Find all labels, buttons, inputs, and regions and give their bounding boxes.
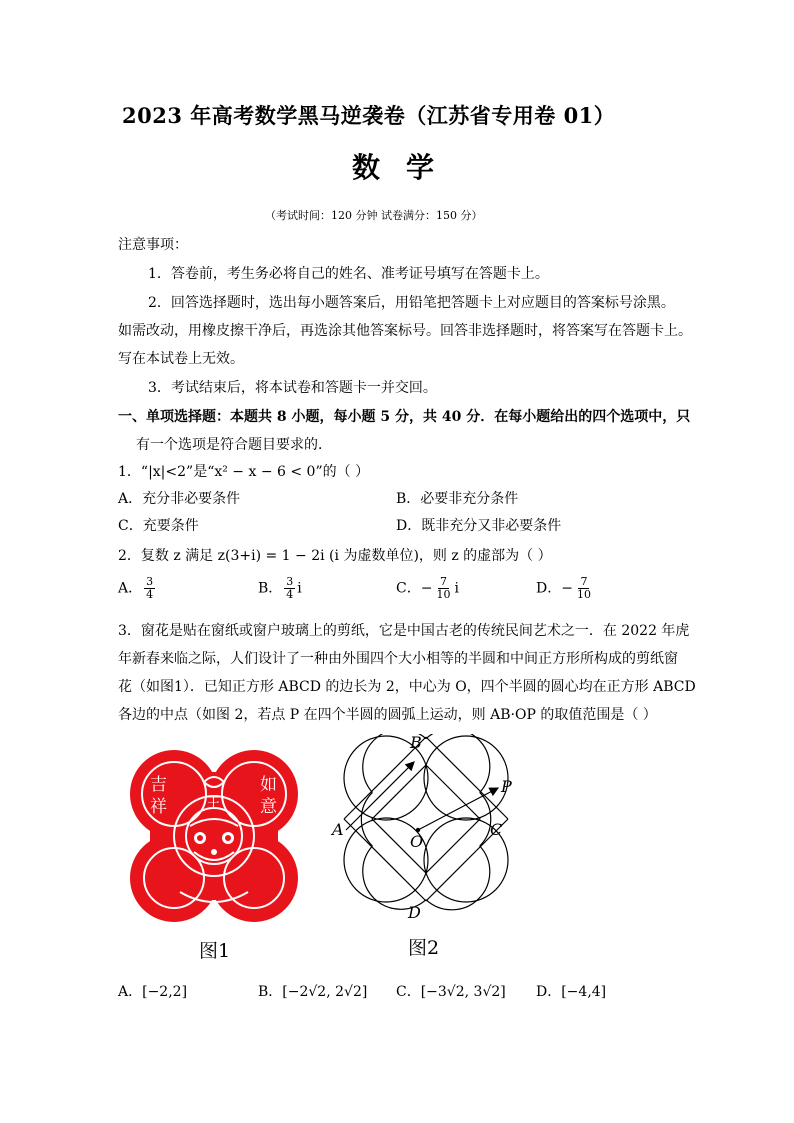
note-item-2-line-3: 写在本试卷上无效。 [118, 351, 244, 367]
minus-sign: − [561, 580, 573, 597]
q3-stem-line-2: 年新春来临之际，人们设计了一种由外围四个大小相等的半圆和中间正方形所构成的剪纸窗 [118, 651, 678, 667]
q1-option-d: D．既非充分又非必要条件 [396, 518, 562, 534]
papercut-char-yi: 意 [260, 797, 277, 817]
q3-stem-line-1: 3．窗花是贴在窗纸或窗户玻璃上的剪纸，它是中国古老的传统民间艺术之一．在 2022 年虎 [118, 623, 690, 639]
q3-option-d: D．[−4,4] [536, 984, 607, 1000]
section-heading-line-2: 有一个选项是符合题目要求的． [136, 437, 332, 453]
q2-option-a [118, 576, 157, 601]
q3-option-c: C．[−3√2, 3√2] [396, 984, 506, 1000]
point-label-c: C [490, 820, 503, 839]
q2-option-a-label: A． [118, 580, 143, 597]
papercut-char-ru: 如 [260, 775, 277, 795]
q2-option-c-fraction [434, 576, 452, 601]
fraction-numerator: 3 [146, 575, 154, 588]
q3-stem-line-3: 花（如图1）．已知正方形 ABCD 的边长为 2，中心为 O，四个半圆的圆心均在正方形 ABCD [118, 679, 696, 695]
q3-option-a: A．[−2,2] [118, 984, 188, 1000]
q1-option-b: B．必要非充分条件 [396, 491, 519, 507]
q3-option-b: B．[−2√2, 2√2] [258, 984, 368, 1000]
figure-1-caption: 图1 [199, 940, 231, 962]
papercut-char-ji: 吉 [150, 775, 167, 795]
fraction-denominator: 10 [576, 588, 591, 601]
note-item-2-line-1: 2．回答选择题时，选出每小题答案后，用铅笔把答题卡上对应题目的答案标号涂黑。 [148, 295, 675, 311]
q2-option-d [536, 576, 595, 601]
notes-heading: 注意事项： [118, 237, 188, 253]
fraction-denominator: 4 [286, 588, 294, 601]
q2-option-c [396, 576, 459, 601]
q3-stem-line-4: 各边的中点（如图 2，若点 P 在四个半圆的圆弧上运动，则 AB·OP 的取值范围是（ ） [118, 707, 657, 723]
note-item-2-line-2: 如需改动，用橡皮擦干净后，再选涂其他答案标号。回答非选择题时，将答案写在答题卡上。 [118, 323, 692, 339]
minus-sign: − [420, 580, 433, 597]
q2-option-c-label: C． [396, 580, 421, 597]
point-label-a: A [332, 820, 344, 839]
imaginary-unit: i [297, 580, 302, 597]
exam-info: （考试时间：120 分钟 试卷满分：150 分） [265, 209, 483, 222]
imaginary-unit: i [454, 580, 459, 597]
q2-option-b [258, 576, 302, 601]
papercut-char-wang: 王 [206, 794, 222, 812]
q1-stem: 1．“|x|<2”是“x² − x − 6 < 0”的（ ） [118, 464, 370, 480]
fraction-denominator: 4 [146, 588, 154, 601]
papercut-char-xiang: 祥 [150, 797, 167, 817]
fraction-denominator: 10 [436, 588, 451, 601]
point-label-b: B [410, 734, 422, 752]
fraction-numerator: 7 [439, 575, 447, 588]
q2-option-d-fraction [575, 576, 593, 601]
point-label-p: P [501, 777, 512, 796]
section-heading-line-1: 一、单项选择题：本题共 8 小题，每小题 5 分，共 40 分．在每小题给出的四个选项中，只 [118, 409, 691, 425]
q2-option-a-fraction [144, 576, 155, 601]
fraction-numerator: 7 [580, 575, 588, 588]
q2-stem: 2．复数 z 满足 z(3+i) = 1 − 2i (i 为虚数单位)，则 z 的虚部为（ ） [118, 548, 552, 564]
exam-title: 2023 年高考数学黑马逆袭卷（江苏省专用卷 01） [122, 103, 616, 128]
q2-option-b-fraction [284, 576, 295, 601]
q1-option-a: A．充分非必要条件 [118, 491, 241, 507]
q2-option-b-label: B． [258, 580, 283, 597]
figure-2-caption: 图2 [408, 937, 440, 959]
figure-1-papercut [120, 742, 308, 930]
figure-2-diagram [326, 734, 526, 930]
q1-option-c: C．充要条件 [118, 518, 199, 534]
point-label-o: O [410, 832, 424, 851]
subject-title: 数学 [352, 151, 461, 184]
note-item-3: 3．考试结束后，将本试卷和答题卡一并交回。 [148, 380, 437, 396]
point-label-d: D [408, 903, 421, 922]
note-item-1: 1．答卷前，考生务必将自己的姓名、准考证号填写在答题卡上。 [148, 266, 549, 282]
fraction-numerator: 3 [286, 575, 294, 588]
q2-option-d-label: D． [536, 580, 562, 597]
